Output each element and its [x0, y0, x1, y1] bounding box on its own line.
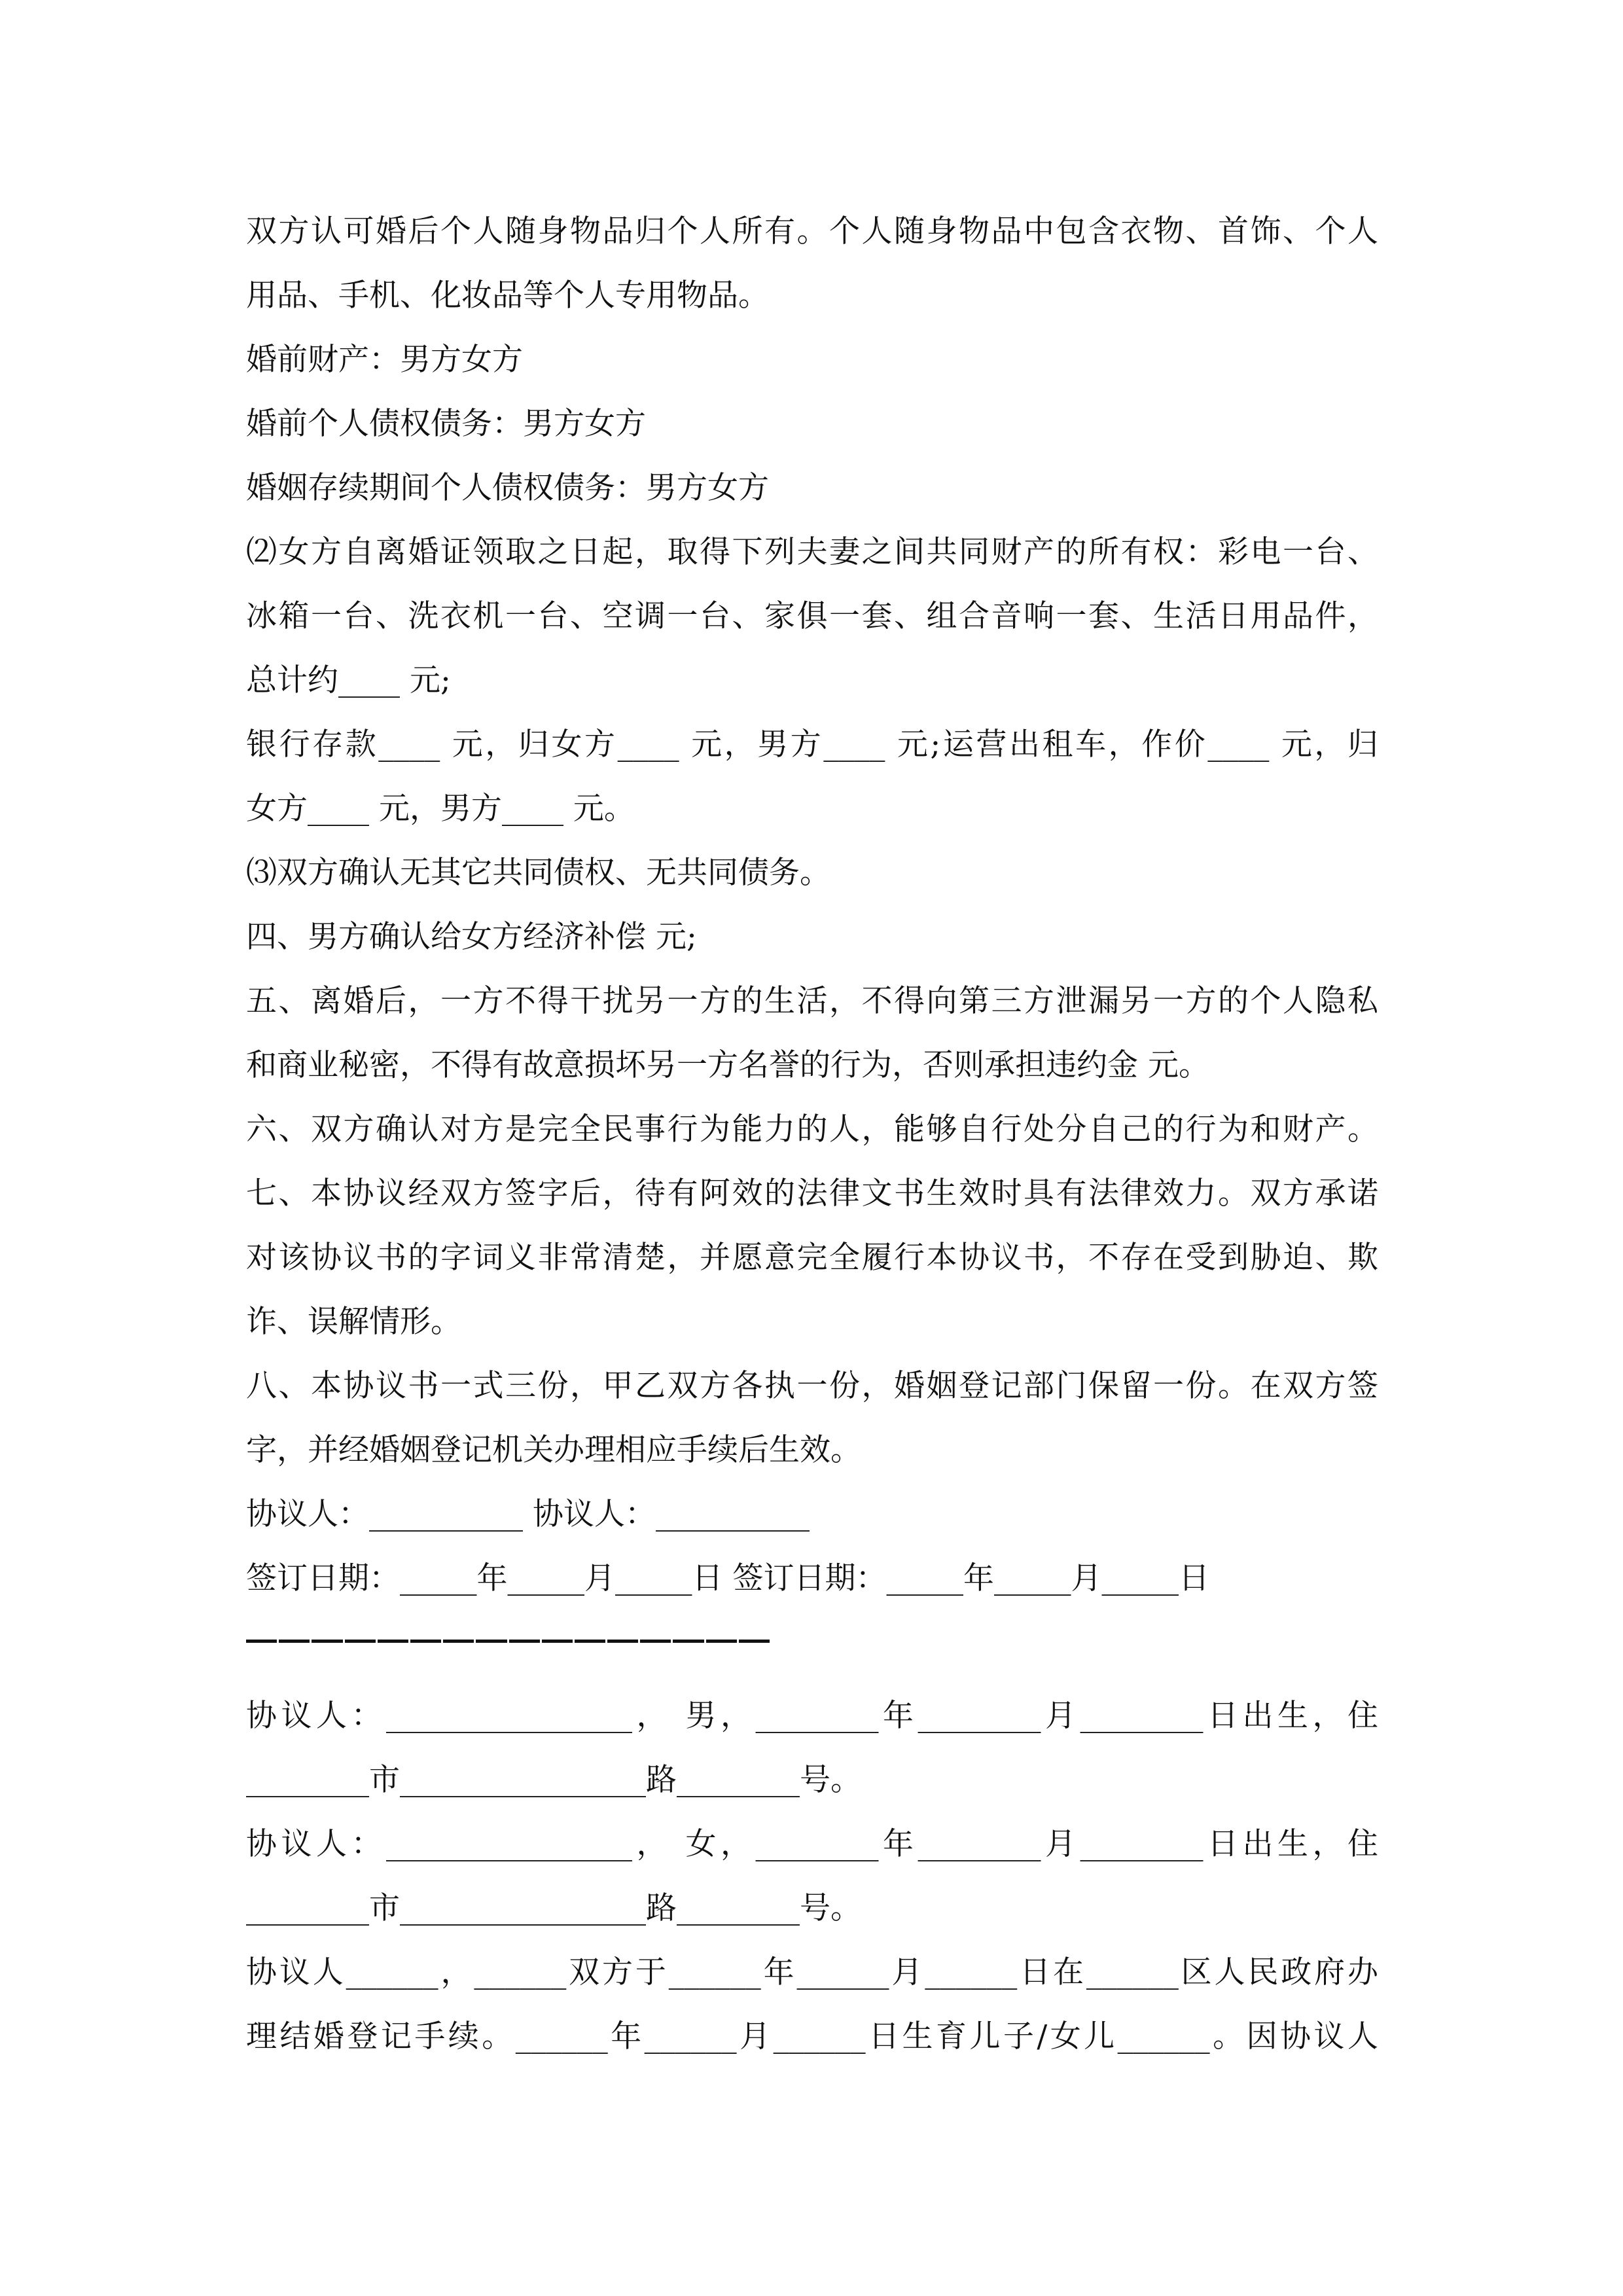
text-line: 四、男方确认给女方经济补偿 元; — [246, 919, 697, 955]
separator-line — [246, 1611, 1378, 1675]
text-line: ⑵女方自离婚证领取之日起，取得下列夫妻之间共同财产的所有权：彩电一台、 — [246, 534, 1378, 570]
text-line: 协议人：__________ 协议人：__________ — [246, 1496, 810, 1532]
form-line: 协议人______，______双方于______年______月______日在______区人民政府办 — [246, 1954, 1378, 1990]
text-line: 六、双方确认对方是完全民事行为能力的人，能够自行处分自己的行为和财产。 — [246, 1111, 1378, 1147]
dash-segment — [378, 1640, 408, 1643]
dash-segment — [312, 1640, 342, 1643]
dash-segment — [443, 1640, 474, 1643]
dash-segment — [476, 1640, 507, 1643]
dash-segment — [542, 1640, 573, 1643]
dash-segment — [640, 1640, 671, 1643]
text-line: 用品、手机、化妆品等个人专用物品。 — [246, 278, 769, 314]
form-line: 理结婚登记手续。______年______月______日生育儿子/女儿______。因协议人 — [246, 2018, 1378, 2054]
text-line: ⑶双方确认无其它共同债权、无共同债务。 — [246, 855, 830, 891]
form-line: ________市________________路________号。 — [246, 1762, 861, 1798]
dash-segment — [509, 1640, 540, 1643]
text-line: 和商业秘密，不得有故意损坏另一方名誉的行为，否则承担违约金 元。 — [246, 1047, 1209, 1083]
text-line: 银行存款____ 元，归女方____ 元，男方____ 元;运营出租车，作价____ 元，归 — [246, 726, 1378, 762]
text-line: 签订日期：_____年_____月_____日 签订日期：_____年_____月_____日 — [246, 1560, 1209, 1596]
dash-segment — [410, 1640, 441, 1643]
agreement-body — [246, 200, 1378, 2069]
text-line: 八、本协议书一式三份，甲乙双方各执一份，婚姻登记部门保留一份。在双方签 — [246, 1368, 1378, 1404]
text-line: 女方____ 元，男方____ 元。 — [246, 791, 635, 827]
text-line: 七、本协议经双方签字后，待有阿效的法律文书生效时具有法律效力。双方承诺 — [246, 1175, 1378, 1211]
dash-segment — [706, 1640, 737, 1643]
text-line: 婚姻存续期间个人债权债务：男方女方 — [246, 470, 769, 506]
text-line: 字，并经婚姻登记机关办理相应手续后生效。 — [246, 1432, 861, 1468]
dash-segment — [345, 1640, 376, 1643]
party-information — [246, 1684, 1378, 2069]
form-line: 协议人：________________， 男，________年________月________日出生，住 — [246, 1698, 1378, 1734]
dash-segment — [673, 1640, 704, 1643]
dash-segment — [607, 1640, 638, 1643]
dash-segment — [279, 1640, 310, 1643]
agreement-clauses — [246, 200, 1378, 1611]
form-line: 协议人：________________， 女，________年________月________日出生，住 — [246, 1826, 1378, 1862]
text-line: 诈、误解情形。 — [246, 1304, 461, 1340]
text-line: 婚前财产：男方女方 — [246, 342, 523, 378]
dash-segment — [575, 1640, 605, 1643]
text-line: 冰箱一台、洗衣机一台、空调一台、家俱一套、组合音响一套、生活日用品件， — [246, 598, 1378, 634]
form-line: ________市________________路________号。 — [246, 1890, 861, 1926]
text-line: 对该协议书的字词义非常清楚，并愿意完全履行本协议书，不存在受到胁迫、欺 — [246, 1240, 1378, 1276]
separator-dashes — [246, 1640, 770, 1643]
text-line: 总计约____ 元; — [246, 662, 451, 698]
text-line: 婚前个人债权债务：男方女方 — [246, 406, 646, 442]
text-line: 五、离婚后，一方不得干扰另一方的生活，不得向第三方泄漏另一方的个人隐私 — [246, 983, 1378, 1019]
dash-segment — [739, 1640, 770, 1643]
text-line: 双方认可婚后个人随身物品归个人所有。个人随身物品中包含衣物、首饰、个人 — [246, 213, 1378, 249]
dash-segment — [246, 1640, 277, 1643]
